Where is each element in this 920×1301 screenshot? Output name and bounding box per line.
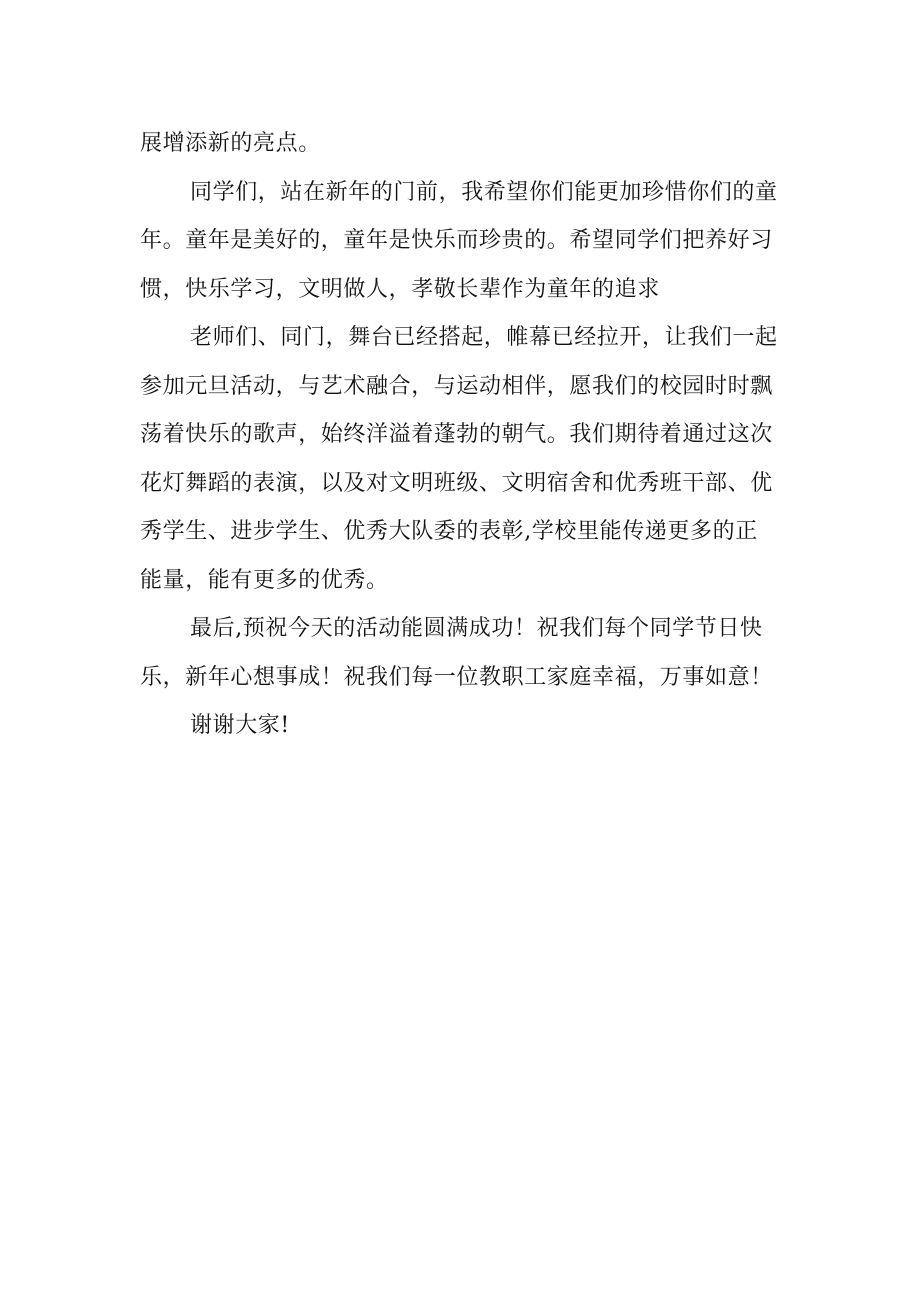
paragraph-line: 惯，快乐学习，文明做人，孝敬长辈作为童年的追求 <box>140 276 660 302</box>
paragraph-line: 秀学生、进步学生、优秀大队委的表彰,学校里能传递更多的正 <box>140 519 758 544</box>
paragraph-line: 展增添新的亮点。 <box>140 131 321 156</box>
paragraph-line: 老师们、同门，舞台已经搭起，帷幕已经拉开，让我们一起 <box>190 325 778 350</box>
paragraph-line: 最后,预祝今天的活动能圆满成功！祝我们每个同学节日快 <box>190 616 763 641</box>
paragraph-line: 荡着快乐的歌声，始终洋溢着蓬勃的朝气。我们期待着通过这次 <box>140 422 773 447</box>
paragraph-line: 参加元旦活动，与艺术融合，与运动相伴，愿我们的校园时时飘 <box>140 373 773 399</box>
paragraph-line: 同学们，站在新年的门前，我希望你们能更加珍惜你们的童 <box>190 179 778 205</box>
paragraph-line: 花灯舞蹈的表演，以及对文明班级、文明宿舍和优秀班干部、优 <box>140 470 773 496</box>
paragraph-line: 能量，能有更多的优秀。 <box>140 567 389 593</box>
closing-line: 谢谢大家! <box>190 713 290 738</box>
speech-body <box>140 120 788 751</box>
paragraph-line: 乐，新年心想事成！祝我们每一位教职工家庭幸福，万事如意！ <box>140 664 773 690</box>
paragraph-line: 年。童年是美好的，童年是快乐而珍贵的。希望同学们把养好习 <box>140 228 773 253</box>
